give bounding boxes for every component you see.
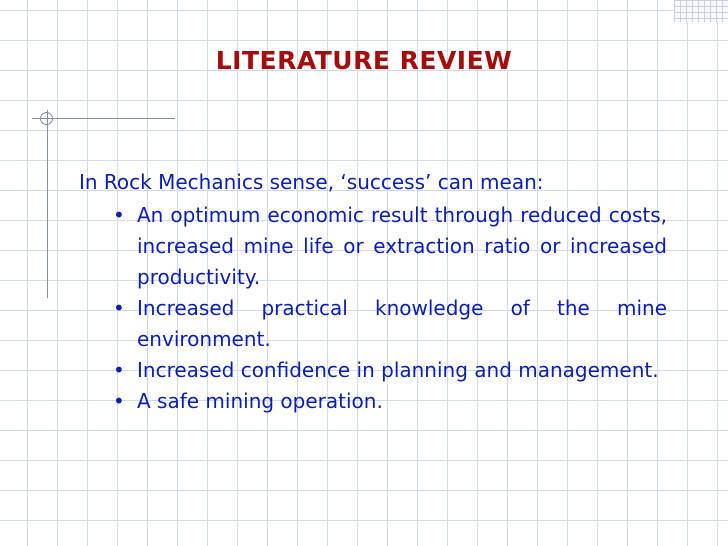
bullet-marker: •	[113, 203, 125, 227]
list-item-text: An optimum economic result through reduced costs, increased mine life or extraction ratio or increased productivity.	[137, 203, 667, 289]
decorative-vertical-line	[47, 110, 48, 298]
list-item-text: Increased confidence in planning and management.	[137, 358, 659, 382]
list-item	[79, 200, 667, 293]
decorative-circle	[40, 112, 53, 125]
corner-grid-decoration	[674, 0, 728, 22]
bullet-list	[79, 200, 667, 417]
list-item	[79, 293, 667, 355]
list-item	[79, 355, 667, 386]
list-item-text: Increased practical knowledge of the mine environment.	[137, 296, 667, 351]
list-item-text: A safe mining operation.	[137, 389, 383, 413]
slide-title: LITERATURE REVIEW	[215, 46, 513, 75]
slide-body	[79, 167, 667, 417]
intro-text: In Rock Mechanics sense, ‘success’ can mean:	[79, 170, 544, 194]
list-item	[79, 386, 667, 417]
bullet-marker: •	[113, 296, 125, 320]
bullet-marker: •	[113, 389, 125, 413]
bullet-marker: •	[113, 358, 125, 382]
decorative-horizontal-line	[32, 118, 175, 119]
